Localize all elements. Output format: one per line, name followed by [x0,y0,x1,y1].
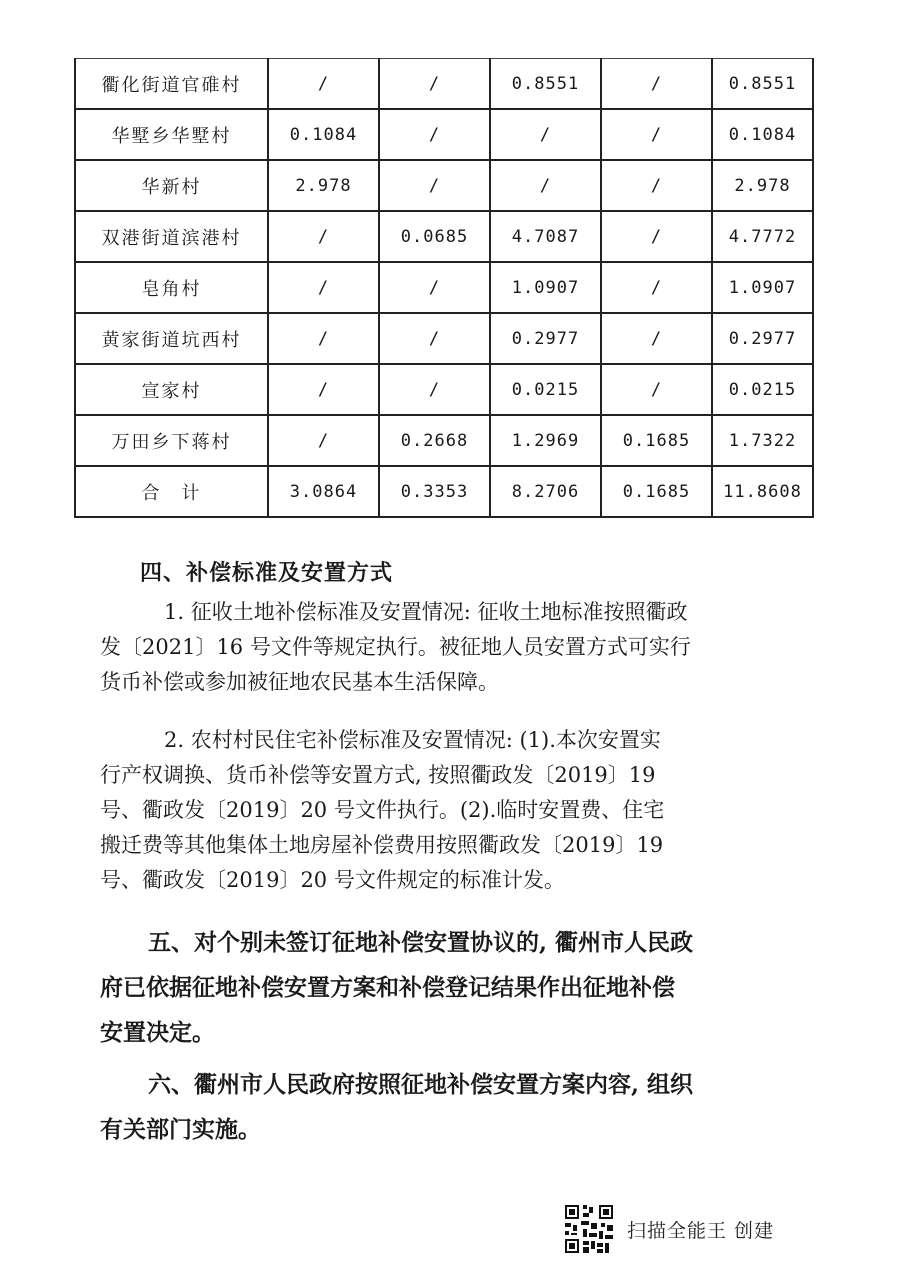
text-line: 发〔2021〕16 号文件等规定执行。被征地人员安置方式可实行 [100,635,691,659]
cell-value: / [601,59,712,110]
cell-name: 衢化街道官碓村 [75,59,268,110]
cell-total: 1.7322 [712,415,813,466]
cell-value: / [379,313,490,364]
qr-code-icon [563,1203,615,1255]
table-row [75,211,813,262]
table-row [75,59,813,110]
text-line: 2. 农村村民住宅补偿标准及安置情况: (1).本次安置实 [164,728,661,752]
text-line: 六、衢州市人民政府按照征地补偿安置方案内容, 组织 [148,1071,694,1098]
section-4-item-1 [100,595,800,700]
cell-value: / [490,109,601,160]
cell-value: 0.1685 [601,415,712,466]
text-line: 1. 征收土地补偿标准及安置情况: 征收土地标准按照衢政 [164,600,688,624]
cell-total: 4.7772 [712,211,813,262]
watermark-text: 扫描全能王 创建 [627,1219,775,1242]
text-line: 货币补偿或参加被征地农民基本生活保障。 [100,670,499,694]
cell-name: 黄家街道坑西村 [75,313,268,364]
section-4-item-2 [100,723,800,898]
cell-name: 合 计 [75,466,268,517]
cell-value: / [379,160,490,211]
cell-value: / [268,415,379,466]
cell-total: 11.8608 [712,466,813,517]
cell-value: 0.0215 [490,364,601,415]
cell-total: 0.1084 [712,109,813,160]
cell-value: / [268,364,379,415]
cell-value: 0.1084 [268,109,379,160]
cell-name: 华墅乡华墅村 [75,109,268,160]
cell-value: / [379,109,490,160]
table-row [75,262,813,313]
text-line: 有关部门实施。 [100,1116,261,1143]
cell-value: / [601,262,712,313]
cell-value: 4.7087 [490,211,601,262]
section-6 [100,1062,810,1152]
cell-value: 0.2977 [490,313,601,364]
cell-value: / [379,262,490,313]
cell-value: / [379,59,490,110]
cell-value: / [490,160,601,211]
table-row [75,415,813,466]
cell-total: 0.2977 [712,313,813,364]
cell-value: / [601,313,712,364]
section-4-heading: 四、补偿标准及安置方式 [140,560,394,586]
text-line: 府已依据征地补偿安置方案和补偿登记结果作出征地补偿 [100,974,675,1001]
cell-total: 1.0907 [712,262,813,313]
cell-name: 宣家村 [75,364,268,415]
cell-total: 0.0215 [712,364,813,415]
cell-total: 0.8551 [712,59,813,110]
cell-name: 华新村 [75,160,268,211]
cell-value: 0.8551 [490,59,601,110]
cell-value: 1.2969 [490,415,601,466]
table-row [75,364,813,415]
cell-value: 3.0864 [268,466,379,517]
cell-total: 2.978 [712,160,813,211]
cell-value: / [268,211,379,262]
cell-name: 皂角村 [75,262,268,313]
cell-value: / [601,364,712,415]
cell-value: / [268,59,379,110]
cell-name: 万田乡下蒋村 [75,415,268,466]
table-total-row [75,466,813,517]
land-table [74,58,814,518]
text-line: 号、衢政发〔2019〕20 号文件规定的标准计发。 [100,868,565,892]
table-row [75,109,813,160]
table-row [75,160,813,211]
cell-value: / [601,109,712,160]
cell-value: / [601,211,712,262]
text-line: 搬迁费等其他集体土地房屋补偿费用按照衢政发〔2019〕19 [100,833,664,857]
cell-name: 双港街道滨港村 [75,211,268,262]
text-line: 行产权调换、货币补偿等安置方式, 按照衢政发〔2019〕19 [100,763,656,787]
scanner-watermark [563,1203,774,1255]
text-line: 五、对个别未签订征地补偿安置协议的, 衢州市人民政 [148,929,694,956]
cell-value: / [268,313,379,364]
cell-value: / [601,160,712,211]
section-5 [100,920,810,1055]
cell-value: 2.978 [268,160,379,211]
cell-value: 0.0685 [379,211,490,262]
cell-value: 8.2706 [490,466,601,517]
cell-value: 1.0907 [490,262,601,313]
text-line: 号、衢政发〔2019〕20 号文件执行。(2).临时安置费、住宅 [100,798,665,822]
cell-value: / [268,262,379,313]
cell-value: 0.1685 [601,466,712,517]
text-line: 安置决定。 [100,1019,215,1046]
cell-value: / [379,364,490,415]
table-row [75,313,813,364]
cell-value: 0.2668 [379,415,490,466]
cell-value: 0.3353 [379,466,490,517]
